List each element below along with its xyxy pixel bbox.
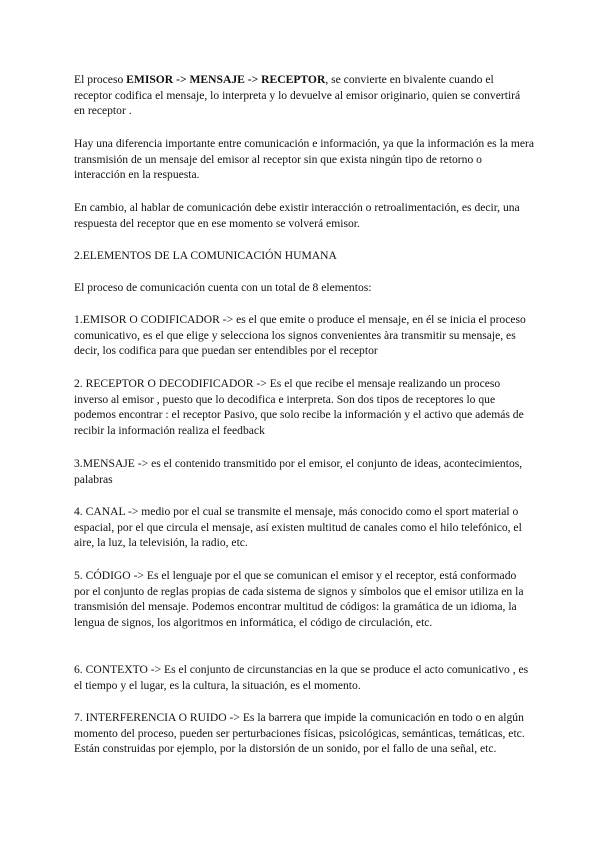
element-canal: 4. CANAL -> medio por el cual se transmite el mensaje, más conocido como el sport material o espacial, por el que circula el mensaje, así existen multitud de canales como el hilo telefónico, el aire, la luz, la televisión, la radio, etc. <box>74 505 522 550</box>
intro-rest: , se convierte en bivalente cuando el receptor codifica el mensaje, lo interpreta y lo devuelve al emisor originario, quien se convertirá en receptor . <box>74 73 521 118</box>
element-mensaje: 3.MENSAJE -> es el contenido transmitido por el emisor, el conjunto de ideas, acontecimientos, palabras <box>74 457 523 486</box>
paragraph-interaction: En cambio, al hablar de comunicación debe existir interacción o retroalimentación, es decir, una respuesta del receptor que en ese momento se volverá emisor. <box>74 201 520 230</box>
element-interferencia: 7. INTERFERENCIA O RUIDO -> Es la barrera que impide la comunicación en todo o en algún momento del proceso, pueden ser perturbaciones físicas, psicológicas, semánticas, temáticas, etc. Están construidas por ejemplo, por la distorsión de un sonido, por el fallo de una señal, etc. <box>74 711 525 756</box>
paragraph-difference: Hay una diferencia importante entre comunicación e información, ya que la información es la mera transmisión de un mensaje del emisor al receptor sin que exista ningún tipo de retorno o interacción en la respuesta. <box>74 137 535 182</box>
element-receptor: 2. RECEPTOR O DECODIFICADOR -> Es el que recibe el mensaje realizando un proceso inverso al emisor , puesto que lo decodifica e interpreta. Son dos tipos de receptores lo que podemos encontrar : el receptor Pasivo, que solo recibe la información y el activo que además de recibir la información realiza el feedback <box>74 377 524 437</box>
intro-paragraph <box>74 72 534 119</box>
section-heading: 2.ELEMENTOS DE LA COMUNICACIÓN HUMANA <box>74 249 337 262</box>
section-intro: El proceso de comunicación cuenta con un total de 8 elementos: <box>74 281 372 294</box>
element-codigo: 5. CÓDIGO -> Es el lenguaje por el que se comunican el emisor y el receptor, está conformado por el conjunto de reglas propias de cada sistema de signos y símbolos que el emisor utiliza en la transmisión del mensaje. Podemos encontrar multitud de códigos: la gramática de un idioma, la lengua de signos, los algoritmos en informática, el código de circulación, etc. <box>74 569 524 629</box>
intro-prefix: El proceso <box>74 73 127 86</box>
element-contexto: 6. CONTEXTO -> Es el conjunto de circunstancias en la que se produce el acto comunicativo , es el tiempo y el lugar, es la cultura, la situación, es el momento. <box>74 663 529 692</box>
intro-bold-process: EMISOR -> MENSAJE -> RECEPTOR <box>126 73 326 86</box>
element-emisor: 1.EMISOR O CODIFICADOR -> es el que emite o produce el mensaje, en él se inicia el proceso comunicativo, es el que elige y selecciona los signos convenientes àra transmitir su mensaje, es decir, los codifica para que puedan ser entendibles por el receptor <box>74 313 526 358</box>
